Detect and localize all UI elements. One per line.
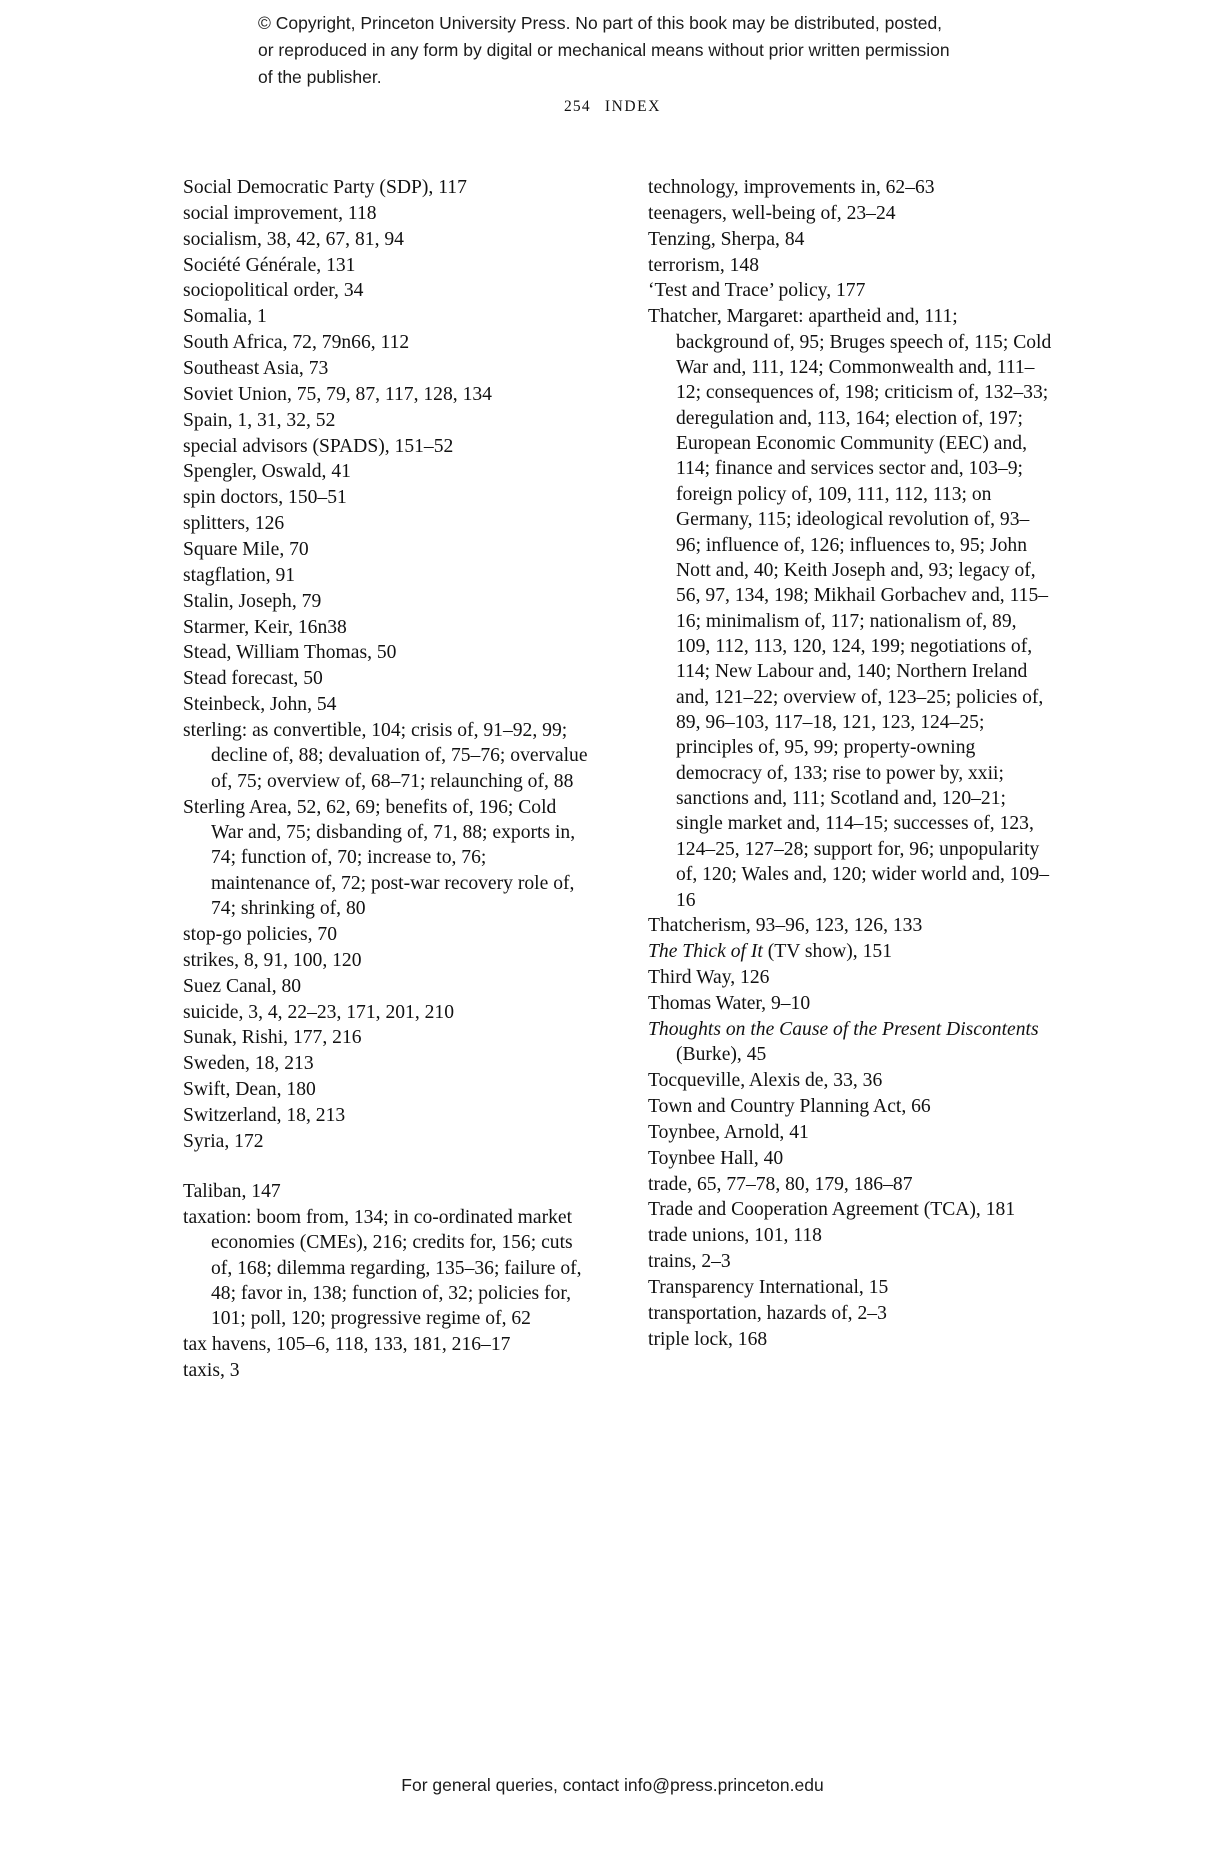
index-entry: strikes, 8, 91, 100, 120 xyxy=(183,949,362,971)
index-entry: Starmer, Keir, 16n38 xyxy=(183,616,347,638)
index-entry: Thatcherism, 93–96, 123, 126, 133 xyxy=(648,915,923,937)
index-entry: transportation, hazards of, 2–3 xyxy=(648,1302,887,1324)
index-entry: ‘Test and Trace’ policy, 177 xyxy=(648,280,866,302)
index-entry: Social Democratic Party (SDP), 117 xyxy=(183,177,467,198)
folio-number: 254 xyxy=(563,98,591,115)
index-entry: sociopolitical order, 34 xyxy=(183,280,364,302)
index-entry: Switzerland, 18, 213 xyxy=(183,1104,346,1126)
index-entry: spin doctors, 150–51 xyxy=(183,487,347,509)
index-entry: Sunak, Rishi, 177, 216 xyxy=(183,1027,362,1049)
index-entry: Sweden, 18, 213 xyxy=(183,1053,314,1075)
index-entry: Third Way, 126 xyxy=(648,967,770,989)
index-entry: Thatcher, Margaret: apartheid and, 111; background of, 95; Bruges speech of, 115; Cold War and, 111, 124; Commonwealth and, 111–12; consequences of, 198; criticism of, 132–33; deregulation and, 113, 164; election of, 197; European Economic Community (EEC) and, 114; finance and services sector and, 103–9; foreign policy of, 109, 111, 112, 113; on Germany, 115; ideological revolution of, 93–96; influence of, 126; influences to, 95; John Nott and, 40; Keith Joseph and, 93; legacy of, 56, 97, 134, 198; Mikhail Gorbachev and, 115–16; minimalism of, 117; nationalism of, 89, 109, 112, 113, 120, 124, 199; negotiations of, 114; New Labour and, 140; Northern Ireland and, 121–22; overview of, 123–25; policies of, 89, 96–103, 117–18, 121, 123, 124–25; principles of, 95, 99; property-owning democracy of, 133; rise to power by, xxii; sanctions and, 111; Scotland and, 120–21; single market and, 114–15; successes of, 123, 124–25, 127–28; support for, 96; unpopularity of, 120; Wales and, 120; wider world and, 109–16 xyxy=(648,306,1052,911)
index-entry: Spengler, Oswald, 41 xyxy=(183,461,351,483)
index-entry: Stead, William Thomas, 50 xyxy=(183,642,397,664)
index-entry: Square Mile, 70 xyxy=(183,539,309,561)
index-entry: Sterling Area, 52, 62, 69; benefits of, 196; Cold War and, 75; disbanding of, 71, 88; exports in, 74; function of, 70; increase to, 76; maintenance of, 72; post-war recovery role of, 74; shrinking of, 80 xyxy=(183,796,576,920)
index-entry: Stalin, Joseph, 79 xyxy=(183,590,322,612)
index-entry: socialism, 38, 42, 67, 81, 94 xyxy=(183,228,404,250)
index-entry: Town and Country Planning Act, 66 xyxy=(648,1095,931,1117)
index-entry: Tocqueville, Alexis de, 33, 36 xyxy=(648,1070,883,1092)
index-entry: social improvement, 118 xyxy=(183,202,377,224)
index-entry: Spain, 1, 31, 32, 52 xyxy=(183,409,336,431)
index-entry: Tenzing, Sherpa, 84 xyxy=(648,228,805,250)
copyright-notice: © Copyright, Princeton University Press. No part of this book may be distributed, posted, or reproduced in any form by digital or mechanical means without prior written permission of the publisher. xyxy=(258,13,950,88)
footer-notice: For general queries, contact info@press.princeton.edu xyxy=(401,1775,824,1795)
index-entry: technology, improvements in, 62–63 xyxy=(648,177,935,198)
index-entry: stagflation, 91 xyxy=(183,564,296,586)
index-entry: Toynbee, Arnold, 41 xyxy=(648,1121,809,1143)
index-entry: stop-go policies, 70 xyxy=(183,923,338,945)
index-entry: triple lock, 168 xyxy=(648,1328,768,1350)
index-entry: taxation: boom from, 134; in co-ordinated market economies (CMEs), 216; credits for, 156; cuts of, 168; dilemma regarding, 135–36; failure of, 48; favor in, 138; function of, 32; policies for, 101; poll, 120; progressive regime of, 62 xyxy=(183,1207,582,1330)
index-entry: Taliban, 147 xyxy=(183,1181,281,1203)
index-entry: splitters, 126 xyxy=(183,513,285,535)
index-entry: teenagers, well-being of, 23–24 xyxy=(648,202,896,224)
index-entry: Thoughts on the Cause of the Present Discontents (Burke), 45 xyxy=(648,1018,1039,1066)
index-entry: Stead forecast, 50 xyxy=(183,668,323,690)
index-entry: South Africa, 72, 79n66, 112 xyxy=(183,332,410,354)
index-entry: Thomas Water, 9–10 xyxy=(648,993,811,1014)
index-entry: Somalia, 1 xyxy=(183,306,267,328)
index-column-right xyxy=(648,175,1053,1384)
running-head xyxy=(0,98,1225,116)
index-entry: Soviet Union, 75, 79, 87, 117, 128, 134 xyxy=(183,383,492,405)
index-entry: Toynbee Hall, 40 xyxy=(648,1147,784,1169)
index-columns xyxy=(183,175,1053,1384)
index-entry: trains, 2–3 xyxy=(648,1251,731,1273)
running-head-label: INDEX xyxy=(604,98,662,115)
index-entry: Société Générale, 131 xyxy=(183,254,356,276)
index-entry: Swift, Dean, 180 xyxy=(183,1079,316,1101)
index-column-left xyxy=(183,175,588,1384)
index-entry: tax havens, 105–6, 118, 133, 181, 216–17 xyxy=(183,1334,511,1356)
index-entry: The Thick of It (TV show), 151 xyxy=(648,941,892,963)
index-entry: suicide, 3, 4, 22–23, 171, 201, 210 xyxy=(183,1001,455,1023)
index-entry: Southeast Asia, 73 xyxy=(183,358,329,380)
index-entry: special advisors (SPADS), 151–52 xyxy=(183,435,454,457)
index-entry: Suez Canal, 80 xyxy=(183,975,302,997)
index-entry: Syria, 172 xyxy=(183,1130,264,1152)
index-entry: trade, 65, 77–78, 80, 179, 186–87 xyxy=(648,1173,913,1195)
index-entry: trade unions, 101, 118 xyxy=(648,1225,822,1247)
index-entry: terrorism, 148 xyxy=(648,254,760,276)
index-entry: taxis, 3 xyxy=(183,1360,240,1382)
index-entry: Trade and Cooperation Agreement (TCA), 181 xyxy=(648,1199,1016,1221)
index-entry: Steinbeck, John, 54 xyxy=(183,694,337,716)
index-entry: sterling: as convertible, 104; crisis of, 91–92, 99; decline of, 88; devaluation of, 75–76; overvalue of, 75; overview of, 68–71; relaunching of, 88 xyxy=(183,720,588,792)
index-entry: Transparency International, 15 xyxy=(648,1276,889,1298)
